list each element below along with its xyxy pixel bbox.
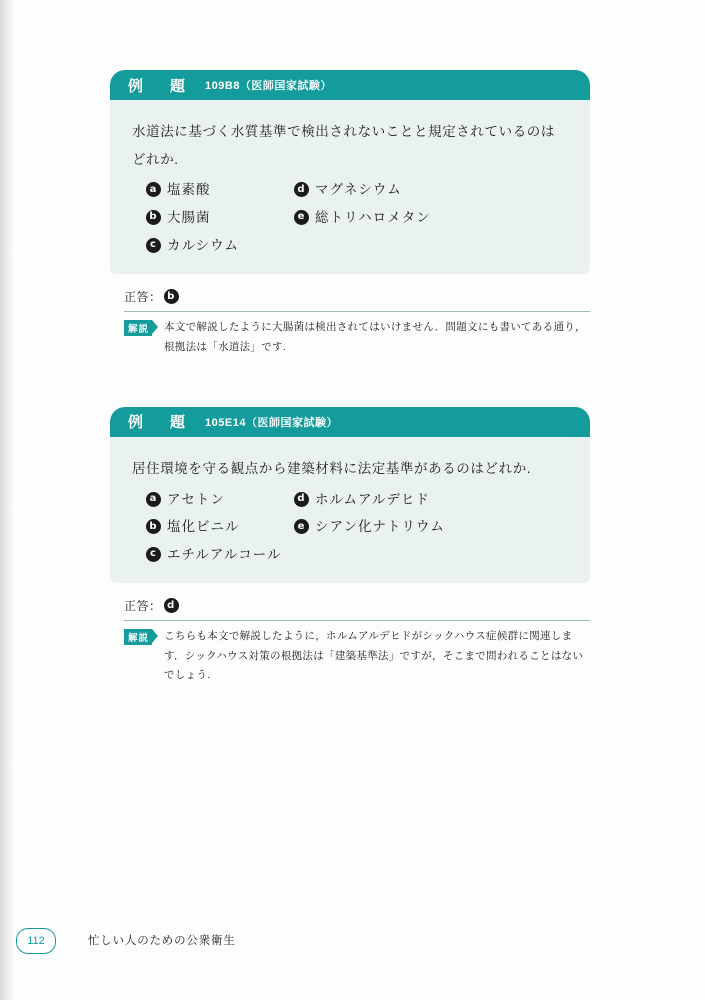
choice-marker-icon: c: [146, 547, 161, 562]
choice-marker-icon: a: [146, 492, 161, 507]
choice-label: シアン化ナトリウム: [315, 519, 445, 535]
page-number: 112: [16, 928, 56, 954]
choice-label: 総トリハロメタン: [315, 209, 431, 225]
answer-section-2: [110, 597, 590, 685]
answer-line-2: [124, 597, 590, 620]
answer-label: 正答：: [124, 290, 162, 305]
question-header-1: [110, 70, 590, 100]
choice-item-b-1[interactable]: [146, 207, 294, 229]
choice-item-e-2[interactable]: [294, 516, 445, 538]
choice-marker-icon: a: [146, 182, 161, 197]
question-header-label-2: 例 題: [128, 414, 192, 432]
choice-marker-icon: e: [294, 210, 309, 225]
answer-divider: [124, 311, 590, 312]
choice-row: [146, 179, 568, 201]
question-stem-2: 居住環境を守る観点から建築材料に法定基準があるのはどれか.: [132, 460, 532, 476]
choice-item-d-2[interactable]: [294, 489, 430, 511]
answer-label: 正答：: [124, 599, 162, 614]
choice-item-d-1[interactable]: [294, 179, 402, 201]
explanation-row-1: [124, 318, 590, 357]
choice-label: エチルアルコール: [167, 546, 282, 562]
page-footer: [0, 928, 705, 958]
explanation-text: 本文で解説したように大腸菌は検出されてはいけません．問題文にも書いてある通り，根拠法は「水道法」です.: [164, 321, 586, 353]
page-binding-shadow: [0, 0, 16, 1000]
choice-item-a-1[interactable]: [146, 179, 294, 201]
choice-marker-icon: b: [146, 519, 161, 534]
answer-section-1: [110, 288, 590, 357]
choice-marker-icon: b: [146, 210, 161, 225]
choice-list-1: [132, 179, 568, 256]
choice-label: マグネシウム: [315, 182, 402, 198]
choice-label: ホルムアルデヒド: [315, 491, 430, 507]
choice-list-2: [132, 489, 568, 566]
choice-label: アセトン: [167, 491, 225, 507]
choice-marker-icon: d: [294, 182, 309, 197]
choice-row: [146, 207, 568, 229]
question-block-2: [110, 407, 590, 686]
answer-line-1: [124, 288, 590, 311]
choice-label: カルシウム: [167, 237, 240, 253]
choice-marker-icon: d: [294, 492, 309, 507]
answer-divider: [124, 620, 590, 621]
question-block-1: [110, 70, 590, 357]
question-body-1: [110, 100, 590, 274]
choice-label: 塩化ビニル: [167, 519, 240, 535]
choice-row: [146, 544, 568, 566]
question-header-code-2: 105E14（医師国家試験）: [205, 416, 338, 429]
choice-item-a-2[interactable]: [146, 489, 294, 511]
question-body-2: [110, 437, 590, 583]
choice-item-c-2[interactable]: [146, 544, 294, 566]
question-header-2: [110, 407, 590, 437]
answer-marker-icon: b: [164, 289, 179, 304]
explanation-tag: 解説: [124, 629, 152, 645]
answer-marker-icon: d: [164, 598, 179, 613]
question-header-code-1: 109B8（医師国家試験）: [205, 80, 332, 92]
choice-label: 塩素酸: [167, 182, 211, 198]
choice-row: [146, 489, 568, 511]
explanation-tag: 解説: [124, 320, 152, 336]
choice-row: [146, 235, 568, 257]
explanation-row-2: [124, 627, 590, 685]
choice-label: 大腸菌: [167, 209, 211, 225]
explanation-text: こちらも本文で解説したように，ホルムアルデヒドがシックハウス症候群に関連します．シックハウス対策の根拠法は「建築基準法」ですが，そこまで問われることはないでしょう.: [164, 630, 584, 682]
block-spacer: [110, 363, 590, 407]
footer-title: 忙しい人のための公衆衛生: [88, 935, 236, 947]
choice-item-c-1[interactable]: [146, 235, 294, 257]
choice-item-e-1[interactable]: [294, 207, 431, 229]
question-header-label-1: 例 題: [128, 77, 192, 95]
page-content: [110, 70, 590, 692]
question-stem-1: 水道法に基づく水質基準で検出されないことと規定されているのはどれか.: [132, 124, 555, 167]
choice-marker-icon: e: [294, 519, 309, 534]
choice-marker-icon: c: [146, 238, 161, 253]
choice-row: [146, 516, 568, 538]
choice-item-b-2[interactable]: [146, 516, 294, 538]
